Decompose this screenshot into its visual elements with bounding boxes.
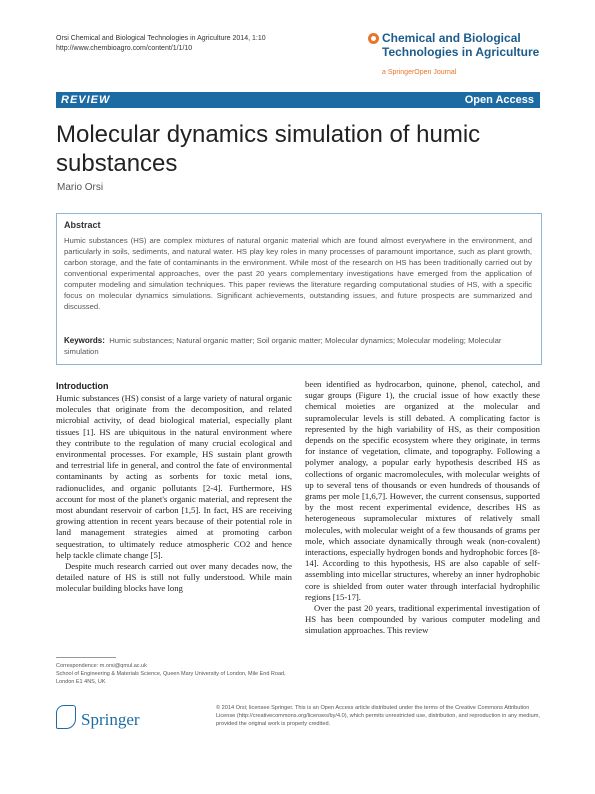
citation-line1: Orsi Chemical and Biological Technologies in Agriculture 2014, 1:10: [56, 35, 266, 42]
paragraph: Despite much research carried out over many decades now, the detailed nature of HS is still not fully understood. While main molecular building blocks have long: [56, 561, 292, 594]
article-title: Molecular dynamics simulation of humic substances: [56, 121, 481, 177]
footnote-divider: [56, 657, 116, 658]
keywords: [64, 335, 532, 357]
abstract-heading: Abstract: [64, 220, 101, 230]
affiliation: School of Engineering & Materials Science, Queen Mary University of London, Mile End Road, London E1 4NS, UK: [56, 671, 286, 685]
journal-name: Chemical and Biological Technologies in Agriculture: [382, 31, 540, 59]
paragraph: Over the past 20 years, traditional experimental investigation of HS has been compounded by various computer modeling and simulation approaches. This review: [305, 603, 540, 636]
publisher-name: Springer: [81, 710, 140, 729]
journal-icon: [368, 33, 379, 44]
article-type: REVIEW: [61, 94, 111, 106]
citation: [56, 34, 266, 54]
section-heading: Introduction: [56, 381, 109, 391]
article-type-bar: [56, 92, 540, 108]
springer-horse-icon: [56, 705, 76, 729]
journal-subtitle: a SpringerOpen Journal: [382, 69, 457, 76]
open-access-badge: Open Access: [464, 94, 534, 106]
abstract-box: [56, 213, 542, 365]
citation-url[interactable]: http://www.chembioagro.com/content/1/1/10: [56, 45, 193, 52]
body-column-right: [305, 379, 540, 637]
abstract-text: Humic substances (HS) are complex mixtures of natural organic material which are found almost everywhere in the environment, and particularly in soils, sediments, and natural water. HS play key roles in many processes of paramount importance, such as plant growth, carbon storage, and the fate of contaminants in the environment. While most of the research on HS has been traditionally carried out by conventional experimental approaches, over the past 20 years complementary investigations have emerged from the application of computer modeling and simulation techniques. This paper reviews the literature regarding computational studies of HS, with a specific focus on molecular dynamics simulations. Significant achievements, outstanding issues, and future prospects are summarized and discussed.: [64, 236, 532, 311]
body-column-left: [56, 393, 292, 595]
paragraph: been identified as hydrocarbon, quinone, phenol, catechol, and sugar groups (Figure 1), the crucial issue of how exactly these chemical moieties are organized at the molecular and supramolecular levels is still debated. A complicating factor is represented by the high variability of HS, as their composition depends on the specific ecosystem where they originate, in terms for instance of vegetation, climate, and topography. Following a polymer analogy, a popular early hypothesis described HS as collections of organic macromolecules, with molecular weights of up to several tens of thousands or even hundreds of thousands of grams per mole [1,6,7]. However, the current consensus, supported by the most recent experimental evidence, describes HS as heterogeneous supramolecular mixtures of relatively small molecules, with molecular weight of a few thousands of grams per mole, which associate dynamically through weak (non-covalent) interactions, especially hydrogen bonds and hydrophobic forces [8-14]. According to this hypothesis, HS are also capable of self-assembling into micellar structures, whereby an inner hydrophobic core is shielded from outer water through interfacial hydrophilic regions [15-17].: [305, 379, 540, 602]
license-text: © 2014 Orsi; licensee Springer. This is an Open Access article distributed under the terms of the Creative Commons Attribution License (http://creativecommons.org/licenses/by/4.0), which permits unrestricted use, distribution, and reproduction in any medium, provided the original work is properly credited.: [216, 705, 540, 728]
paragraph: Humic substances (HS) consist of a large variety of natural organic molecules that originate from the decomposition, and related microbial activity, of dead biological material, especially plant tissues [1]. HS are ubiquitous in the natural environment where they contribute to the regulation of many crucial ecological and environmental processes. For example, HS sustain plant growth and terrestrial life in general, and control the fate of environmental contaminants by acting as sorbents for toxic metal ions, radionuclides, and organic pollutants [2-4]. Furthermore, HS account for most of the planet's organic material, and represent the most abundant reservoir of carbon [1,5]. In fact, HS are receiving growing attention in recent years because of their potential role in land management strategies aimed at promoting carbon sequestration, to ultimately reduce atmospheric CO2 and hence help tackle climate change [5].: [56, 393, 292, 560]
correspondence[interactable]: Correspondence: m.orsi@qmul.ac.uk: [56, 663, 147, 669]
keywords-label: Keywords:: [64, 336, 105, 345]
footnote: [56, 662, 292, 686]
keywords-list: Humic substances; Natural organic matter; Soil organic matter; Molecular dynamics; Molecular modeling; Molecular simulation: [64, 336, 502, 356]
author[interactable]: Mario Orsi: [57, 182, 104, 193]
